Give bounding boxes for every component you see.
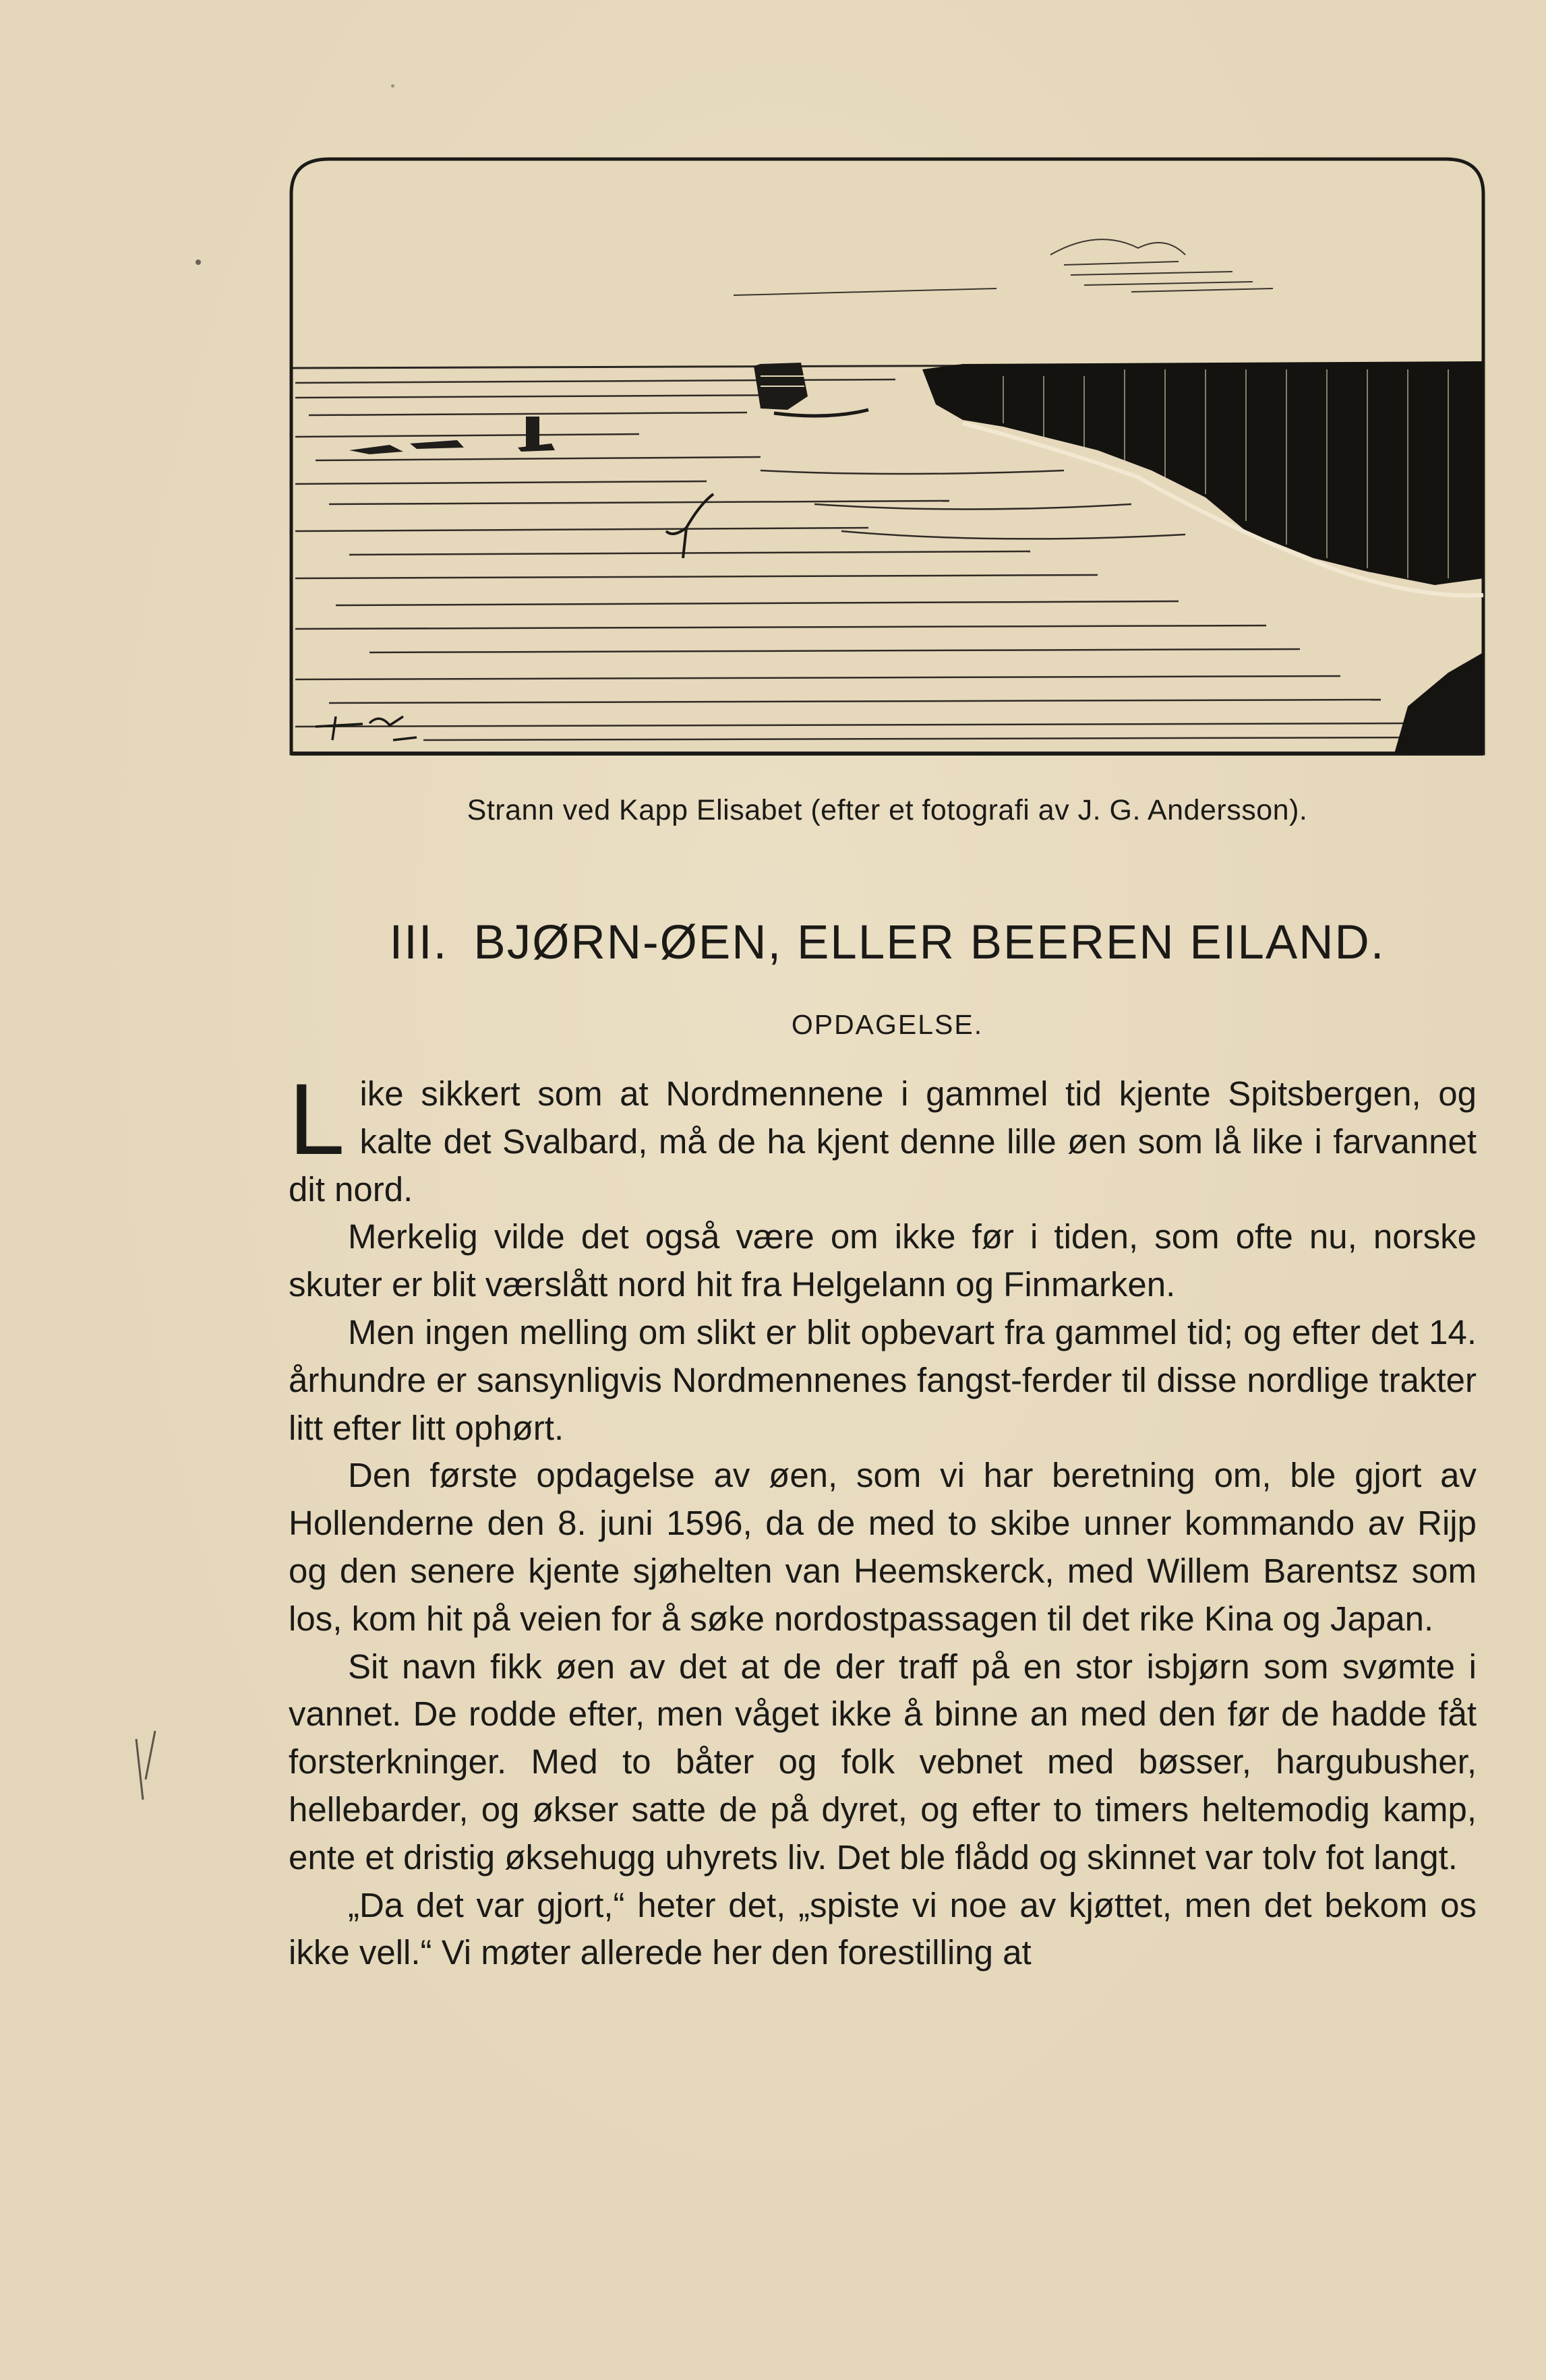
image-caption: Strann ved Kapp Elisabet (efter et fotografi av J. G. Andersson). — [467, 794, 1308, 826]
paragraph-1 — [289, 1062, 1477, 1213]
paper-speck — [196, 260, 201, 265]
paragraph-2: Merkelig vilde det også være om ikke før i tiden, som ofte nu, norske skuter er blit værslått nord hit fra Helgelann og Finmarken. — [289, 1217, 1477, 1304]
section-heading: OPDAGELSE. — [791, 1009, 984, 1040]
paragraph-1-text: ike sikkert som at Nordmennene i gammel tid kjente Spitsbergen, og kalte det Svalbard, må de ha kjent denne lille øen som lå like i farvannet dit nord. — [289, 1074, 1477, 1209]
paper-speck — [391, 84, 394, 88]
body-text — [289, 1062, 1477, 1977]
paragraph-5: Sit navn fikk øen av det at de der traff på en stor isbjørn som svømte i vannet. De rodde efter, men våget ikke å binne an med den før de hadde fåt forsterkninger. Med to båter og folk vebnet med bøsser, hargubusher, hellebarder, og økser satte de på dyret, og efter to timers heltemodig kamp, ente et dristig øksehugg uhyrets liv. Det ble flådd og skinnet var tolv fot langt. — [289, 1647, 1477, 1876]
drop-cap: L — [289, 1062, 345, 1176]
coastal-cliff-engraving-icon — [289, 154, 1486, 756]
chapter-title: BJØRN-ØEN, ELLER BEEREN EILAND. — [473, 916, 1386, 969]
pencil-mark-icon — [128, 1726, 169, 1806]
chapter-heading — [289, 915, 1486, 970]
paragraph-3: Men ingen melling om slikt er blit opbevart fra gammel tid; og efter det 14. århundre er sansynligvis Nordmennenes fangst-ferder til disse nordlige trakter litt efter litt ophørt. — [289, 1312, 1477, 1447]
paragraph-4: Den første opdagelse av øen, som vi har beretning om, ble gjort av Hollenderne den 8. juni 1596, da de med to skibe unner kommando av Rijp og den senere kjente sjøhelten van Heemskerck, med Willem Barentsz som los, kom hit på veien for å søke nordostpassagen til det rike Kina og Japan. — [289, 1456, 1477, 1638]
chapter-number: III. — [389, 916, 448, 969]
paragraph-6: „Da det var gjort,“ heter det, „spiste vi noe av kjøttet, men det bekom os ikke vell.“ Vi møter allerede her den forestilling at — [289, 1885, 1477, 1972]
